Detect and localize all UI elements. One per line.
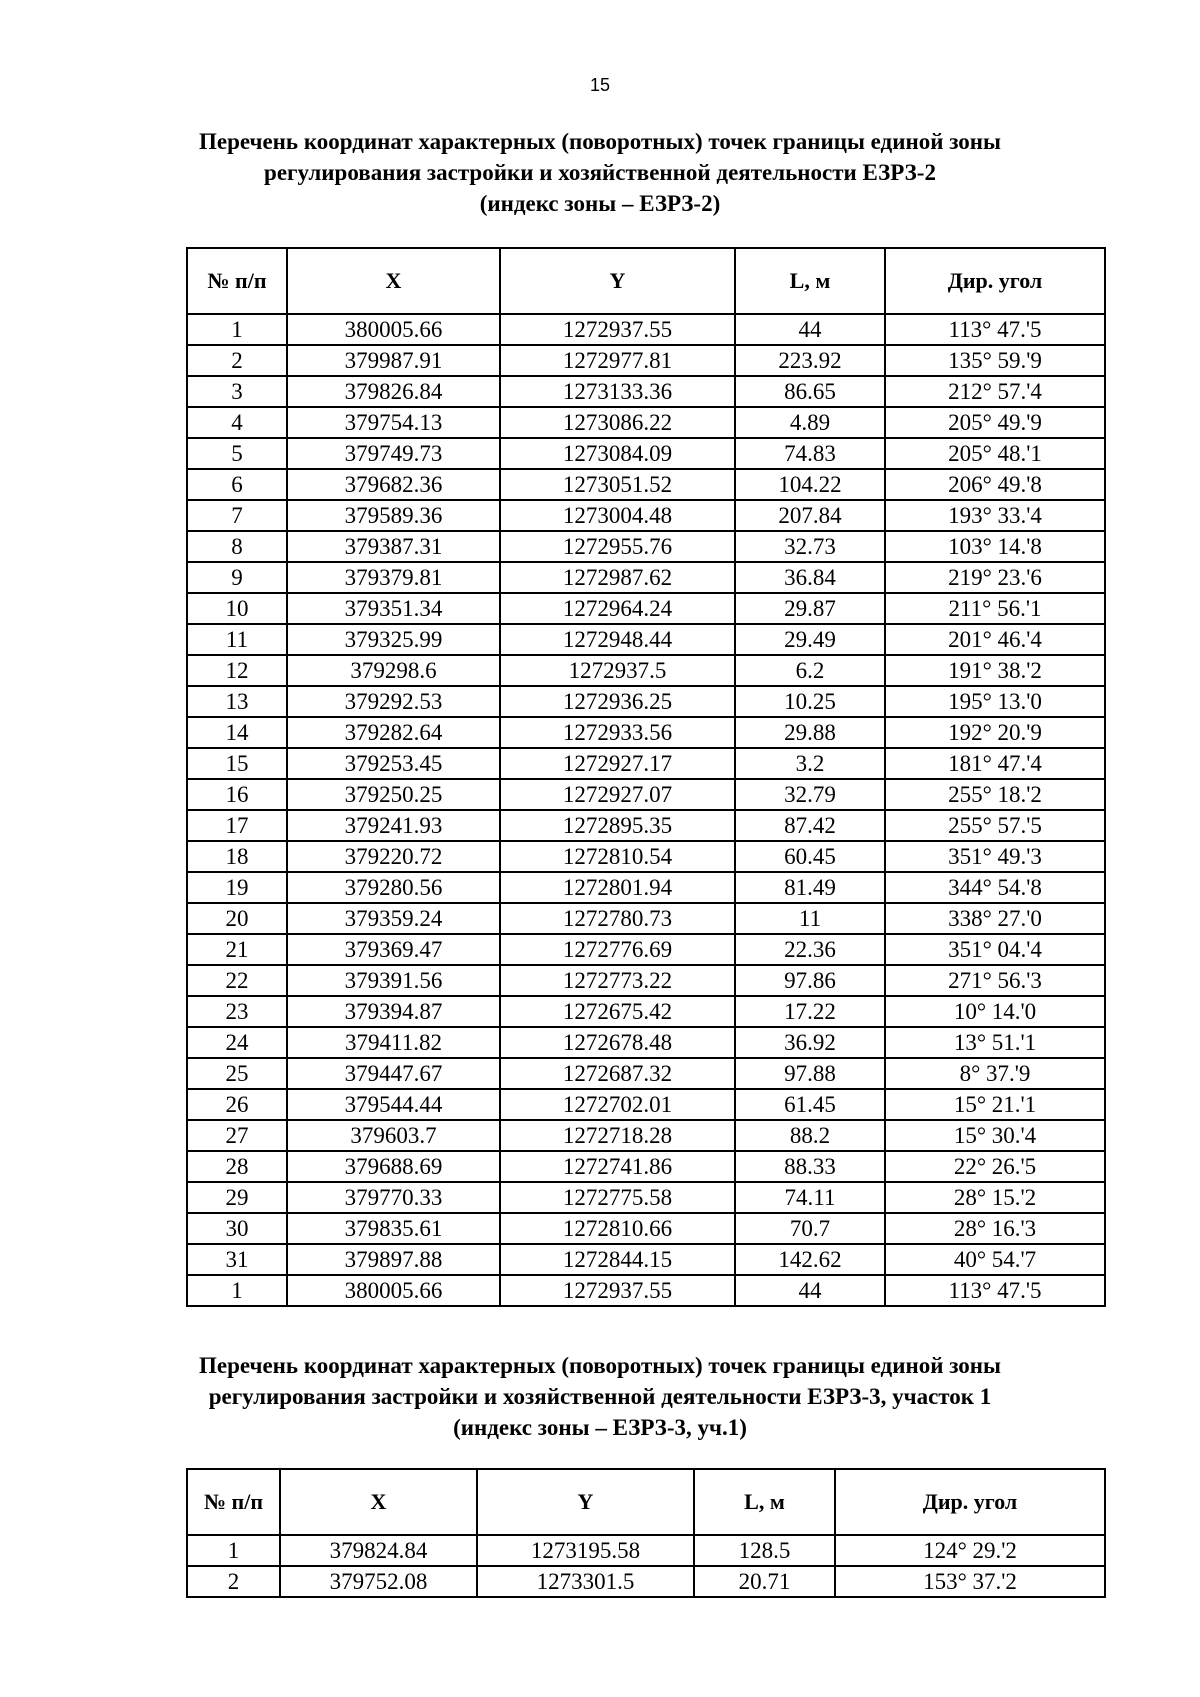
cell-y: 1272977.81 [500, 345, 735, 376]
cell-length: 6.2 [735, 655, 885, 686]
table-row [187, 872, 1105, 903]
table-row [187, 996, 1105, 1027]
table-header-row [187, 1469, 1105, 1535]
table-row [187, 655, 1105, 686]
cell-x: 379589.36 [287, 500, 500, 531]
cell-y: 1272933.56 [500, 717, 735, 748]
cell-number: 4 [187, 407, 287, 438]
coordinates-table-ezrz3 [186, 1468, 1106, 1598]
cell-angle: 219° 23.'6 [885, 562, 1105, 593]
cell-x: 379987.91 [287, 345, 500, 376]
cell-y: 1272801.94 [500, 872, 735, 903]
cell-angle: 271° 56.'3 [885, 965, 1105, 996]
table-row [187, 717, 1105, 748]
cell-x: 379325.99 [287, 624, 500, 655]
cell-x: 379826.84 [287, 376, 500, 407]
cell-number: 29 [187, 1182, 287, 1213]
cell-y: 1272678.48 [500, 1027, 735, 1058]
cell-number: 1 [187, 1275, 287, 1306]
col-header-x: X [287, 248, 500, 314]
cell-length: 32.79 [735, 779, 885, 810]
col-header-angle: Дир. угол [885, 248, 1105, 314]
table-row [187, 1120, 1105, 1151]
cell-length: 3.2 [735, 748, 885, 779]
section-title-line: Перечень координат характерных (поворотных) точек границы единой зоны [198, 1353, 1002, 1378]
section-title-line: регулирования застройки и хозяйственной деятельности ЕЗРЗ-2 [264, 160, 936, 185]
table-row [187, 345, 1105, 376]
table-row [187, 531, 1105, 562]
cell-length: 97.88 [735, 1058, 885, 1089]
cell-angle: 211° 56.'1 [885, 593, 1105, 624]
col-header-number: № п/п [187, 1469, 280, 1535]
cell-angle: 206° 49.'8 [885, 469, 1105, 500]
table-row [187, 1027, 1105, 1058]
cell-angle: 255° 57.'5 [885, 810, 1105, 841]
table-row [187, 624, 1105, 655]
cell-length: 32.73 [735, 531, 885, 562]
cell-angle: 193° 33.'4 [885, 500, 1105, 531]
cell-y: 1272775.58 [500, 1182, 735, 1213]
cell-number: 8 [187, 531, 287, 562]
table-body [187, 1535, 1105, 1597]
cell-angle: 351° 04.'4 [885, 934, 1105, 965]
cell-angle: 195° 13.'0 [885, 686, 1105, 717]
cell-y: 1272937.55 [500, 314, 735, 345]
cell-angle: 338° 27.'0 [885, 903, 1105, 934]
table-row [187, 965, 1105, 996]
cell-length: 44 [735, 1275, 885, 1306]
table-row [187, 779, 1105, 810]
cell-y: 1273195.58 [477, 1535, 694, 1566]
cell-angle: 40° 54.'7 [885, 1244, 1105, 1275]
cell-number: 14 [187, 717, 287, 748]
cell-length: 74.83 [735, 438, 885, 469]
cell-angle: 205° 48.'1 [885, 438, 1105, 469]
cell-x: 379749.73 [287, 438, 500, 469]
cell-y: 1272780.73 [500, 903, 735, 934]
cell-length: 128.5 [694, 1535, 835, 1566]
table-row [187, 903, 1105, 934]
cell-angle: 191° 38.'2 [885, 655, 1105, 686]
cell-x: 379282.64 [287, 717, 500, 748]
cell-angle: 344° 54.'8 [885, 872, 1105, 903]
cell-x: 379752.08 [280, 1566, 477, 1597]
cell-number: 11 [187, 624, 287, 655]
cell-angle: 255° 18.'2 [885, 779, 1105, 810]
section-title-ezrz2 [150, 126, 1050, 219]
cell-length: 29.49 [735, 624, 885, 655]
cell-number: 9 [187, 562, 287, 593]
cell-y: 1273133.36 [500, 376, 735, 407]
col-header-length: L, м [735, 248, 885, 314]
cell-x: 379292.53 [287, 686, 500, 717]
cell-length: 86.65 [735, 376, 885, 407]
coordinates-table-ezrz2 [186, 247, 1106, 1307]
cell-y: 1272987.62 [500, 562, 735, 593]
cell-x: 379369.47 [287, 934, 500, 965]
cell-length: 142.62 [735, 1244, 885, 1275]
cell-number: 6 [187, 469, 287, 500]
cell-number: 15 [187, 748, 287, 779]
cell-angle: 28° 16.'3 [885, 1213, 1105, 1244]
table-body [187, 314, 1105, 1306]
cell-x: 379835.61 [287, 1213, 500, 1244]
table-row [187, 686, 1105, 717]
page-number: 15 [589, 75, 611, 95]
table-row [187, 562, 1105, 593]
cell-number: 18 [187, 841, 287, 872]
cell-y: 1272895.35 [500, 810, 735, 841]
cell-length: 10.25 [735, 686, 885, 717]
cell-x: 379682.36 [287, 469, 500, 500]
cell-number: 27 [187, 1120, 287, 1151]
cell-angle: 113° 47.'5 [885, 314, 1105, 345]
cell-x: 379250.25 [287, 779, 500, 810]
cell-angle: 10° 14.'0 [885, 996, 1105, 1027]
cell-x: 379688.69 [287, 1151, 500, 1182]
cell-angle: 205° 49.'9 [885, 407, 1105, 438]
cell-x: 379241.93 [287, 810, 500, 841]
cell-x: 379394.87 [287, 996, 500, 1027]
table-row [187, 1089, 1105, 1120]
cell-x: 379351.34 [287, 593, 500, 624]
cell-y: 1272927.17 [500, 748, 735, 779]
cell-number: 22 [187, 965, 287, 996]
table-row [187, 500, 1105, 531]
table-row [187, 469, 1105, 500]
cell-x: 380005.66 [287, 314, 500, 345]
cell-y: 1272927.07 [500, 779, 735, 810]
cell-length: 88.2 [735, 1120, 885, 1151]
cell-length: 11 [735, 903, 885, 934]
cell-number: 13 [187, 686, 287, 717]
cell-y: 1272844.15 [500, 1244, 735, 1275]
cell-y: 1273051.52 [500, 469, 735, 500]
cell-length: 74.11 [735, 1182, 885, 1213]
cell-number: 3 [187, 376, 287, 407]
col-header-angle: Дир. угол [835, 1469, 1105, 1535]
cell-y: 1272741.86 [500, 1151, 735, 1182]
cell-length: 223.92 [735, 345, 885, 376]
cell-angle: 22° 26.'5 [885, 1151, 1105, 1182]
section-title-ezrz3 [150, 1350, 1050, 1443]
table-row [187, 1213, 1105, 1244]
cell-x: 379391.56 [287, 965, 500, 996]
cell-x: 379770.33 [287, 1182, 500, 1213]
table-header-row [187, 248, 1105, 314]
table-row [187, 1182, 1105, 1213]
cell-length: 81.49 [735, 872, 885, 903]
table-row [187, 1151, 1105, 1182]
cell-length: 97.86 [735, 965, 885, 996]
cell-angle: 8° 37.'9 [885, 1058, 1105, 1089]
cell-y: 1273004.48 [500, 500, 735, 531]
table-row [187, 438, 1105, 469]
table-row [187, 407, 1105, 438]
cell-number: 30 [187, 1213, 287, 1244]
col-header-y: Y [477, 1469, 694, 1535]
cell-length: 61.45 [735, 1089, 885, 1120]
cell-x: 379280.56 [287, 872, 500, 903]
col-header-length: L, м [694, 1469, 835, 1535]
cell-y: 1272955.76 [500, 531, 735, 562]
table-row [187, 1058, 1105, 1089]
cell-number: 25 [187, 1058, 287, 1089]
table-row [187, 934, 1105, 965]
table-row [187, 376, 1105, 407]
cell-number: 24 [187, 1027, 287, 1058]
cell-number: 26 [187, 1089, 287, 1120]
cell-number: 21 [187, 934, 287, 965]
cell-angle: 28° 15.'2 [885, 1182, 1105, 1213]
col-header-number: № п/п [187, 248, 287, 314]
cell-angle: 212° 57.'4 [885, 376, 1105, 407]
cell-length: 4.89 [735, 407, 885, 438]
cell-length: 17.22 [735, 996, 885, 1027]
cell-y: 1272675.42 [500, 996, 735, 1027]
cell-x: 379411.82 [287, 1027, 500, 1058]
cell-x: 379387.31 [287, 531, 500, 562]
cell-number: 10 [187, 593, 287, 624]
section-title-line: (индекс зоны – ЕЗРЗ-3, уч.1) [453, 1415, 747, 1440]
cell-x: 379220.72 [287, 841, 500, 872]
cell-length: 207.84 [735, 500, 885, 531]
cell-number: 20 [187, 903, 287, 934]
cell-length: 70.7 [735, 1213, 885, 1244]
cell-length: 36.92 [735, 1027, 885, 1058]
cell-number: 5 [187, 438, 287, 469]
cell-number: 12 [187, 655, 287, 686]
section-title-line: (индекс зоны – ЕЗРЗ-2) [479, 191, 721, 216]
cell-x: 379897.88 [287, 1244, 500, 1275]
cell-length: 44 [735, 314, 885, 345]
section-title-line: Перечень координат характерных (поворотных) точек границы единой зоны [198, 129, 1002, 154]
cell-y: 1272964.24 [500, 593, 735, 624]
cell-angle: 351° 49.'3 [885, 841, 1105, 872]
cell-length: 36.84 [735, 562, 885, 593]
cell-angle: 13° 51.'1 [885, 1027, 1105, 1058]
table-row [187, 314, 1105, 345]
cell-angle: 124° 29.'2 [835, 1535, 1105, 1566]
cell-length: 60.45 [735, 841, 885, 872]
cell-x: 379298.6 [287, 655, 500, 686]
cell-y: 1272937.55 [500, 1275, 735, 1306]
cell-y: 1272810.54 [500, 841, 735, 872]
cell-number: 31 [187, 1244, 287, 1275]
cell-x: 379447.67 [287, 1058, 500, 1089]
table-row [187, 593, 1105, 624]
cell-x: 379824.84 [280, 1535, 477, 1566]
table-row [187, 1275, 1105, 1306]
table-row [187, 1244, 1105, 1275]
cell-angle: 192° 20.'9 [885, 717, 1105, 748]
cell-angle: 15° 21.'1 [885, 1089, 1105, 1120]
cell-y: 1272773.22 [500, 965, 735, 996]
cell-length: 20.71 [694, 1566, 835, 1597]
cell-length: 104.22 [735, 469, 885, 500]
cell-x: 379253.45 [287, 748, 500, 779]
cell-y: 1273084.09 [500, 438, 735, 469]
cell-y: 1272937.5 [500, 655, 735, 686]
cell-number: 7 [187, 500, 287, 531]
cell-y: 1272936.25 [500, 686, 735, 717]
table-row [187, 748, 1105, 779]
table-row [187, 841, 1105, 872]
cell-x: 379544.44 [287, 1089, 500, 1120]
cell-y: 1272948.44 [500, 624, 735, 655]
cell-y: 1272810.66 [500, 1213, 735, 1244]
cell-number: 2 [187, 1566, 280, 1597]
cell-x: 379603.7 [287, 1120, 500, 1151]
cell-x: 379754.13 [287, 407, 500, 438]
cell-y: 1272718.28 [500, 1120, 735, 1151]
cell-angle: 201° 46.'4 [885, 624, 1105, 655]
cell-x: 379359.24 [287, 903, 500, 934]
cell-number: 2 [187, 345, 287, 376]
cell-number: 28 [187, 1151, 287, 1182]
table-row [187, 1566, 1105, 1597]
table-row [187, 1535, 1105, 1566]
table-row [187, 810, 1105, 841]
cell-angle: 15° 30.'4 [885, 1120, 1105, 1151]
cell-length: 29.88 [735, 717, 885, 748]
cell-angle: 153° 37.'2 [835, 1566, 1105, 1597]
cell-y: 1273086.22 [500, 407, 735, 438]
cell-number: 1 [187, 314, 287, 345]
cell-y: 1272776.69 [500, 934, 735, 965]
col-header-x: X [280, 1469, 477, 1535]
cell-y: 1272687.32 [500, 1058, 735, 1089]
cell-length: 87.42 [735, 810, 885, 841]
cell-angle: 113° 47.'5 [885, 1275, 1105, 1306]
cell-number: 19 [187, 872, 287, 903]
cell-number: 1 [187, 1535, 280, 1566]
cell-number: 17 [187, 810, 287, 841]
cell-y: 1273301.5 [477, 1566, 694, 1597]
col-header-y: Y [500, 248, 735, 314]
cell-x: 379379.81 [287, 562, 500, 593]
cell-angle: 181° 47.'4 [885, 748, 1105, 779]
cell-angle: 103° 14.'8 [885, 531, 1105, 562]
section-title-line: регулирования застройки и хозяйственной деятельности ЕЗРЗ-3, участок 1 [208, 1384, 992, 1409]
cell-length: 29.87 [735, 593, 885, 624]
cell-length: 22.36 [735, 934, 885, 965]
cell-x: 380005.66 [287, 1275, 500, 1306]
cell-number: 23 [187, 996, 287, 1027]
cell-y: 1272702.01 [500, 1089, 735, 1120]
cell-angle: 135° 59.'9 [885, 345, 1105, 376]
cell-length: 88.33 [735, 1151, 885, 1182]
cell-number: 16 [187, 779, 287, 810]
